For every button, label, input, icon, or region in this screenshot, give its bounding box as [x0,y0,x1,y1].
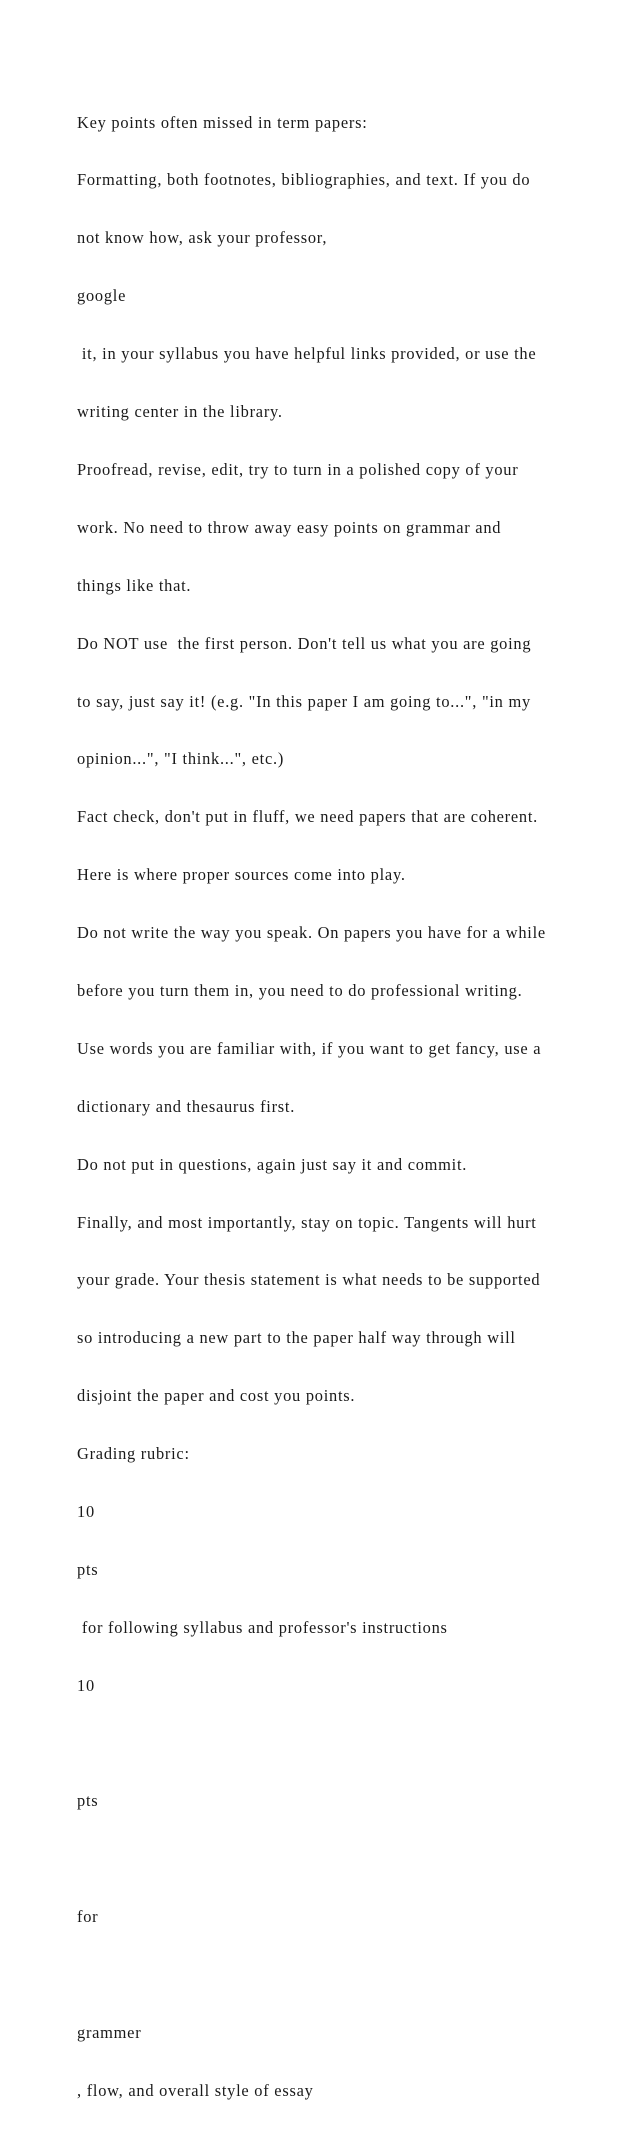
blank-line [77,1734,577,1753]
text-line: Formatting, both footnotes, bibliographies, and text. If you do [77,170,531,190]
rubric-unit: pts [77,1559,99,1579]
blank-line [77,1965,577,1984]
text-line: dictionary and thesaurus first. [77,1096,296,1116]
blank-line [77,1849,577,1868]
document-body [77,74,577,2139]
text-line: it, in your syllabus you have helpful links provided, or use the [77,344,537,364]
text-line: Finally, and most importantly, stay on topic. Tangents will hurt [77,1212,537,1232]
rubric-points: 10 [77,1501,95,1521]
text-line: Fact check, don't put in fluff, we need papers that are coherent. [77,807,539,827]
text-line: Do not write the way you speak. On papers you have for a while [77,923,546,943]
rubric-unit: pts [77,1791,99,1811]
rubric-item-text: grammer [77,2022,142,2042]
text-line: Do not put in questions, again just say it and commit. [77,1154,468,1174]
text-line: disjoint the paper and cost you points. [77,1386,356,1406]
text-line: so introducing a new part to the paper half way through will [77,1328,516,1348]
text-line: writing center in the library. [77,402,283,422]
text-line: work. No need to throw away easy points on grammar and [77,517,502,537]
text-line: your grade. Your thesis statement is what needs to be supported [77,1270,541,1290]
rubric-item-text: for following syllabus and professor's instructions [77,1617,448,1637]
text-line: Use words you are familiar with, if you want to get fancy, use a [77,1038,542,1058]
text-line: things like that. [77,575,192,595]
text-line: google [77,286,127,306]
text-line: Here is where proper sources come into play. [77,865,406,885]
rubric-item-text: , flow, and overall style of essay [77,2080,314,2100]
text-line: to say, just say it! (e.g. "In this paper I am going to...", "in my [77,691,531,711]
text-line: Proofread, revise, edit, try to turn in a polished copy of your [77,459,519,479]
text-line: before you turn them in, you need to do professional writing. [77,980,523,1000]
rubric-item-text: for [77,1907,99,1927]
text-line: opinion...", "I think...", etc.) [77,749,285,769]
rubric-points: 10 [77,1675,95,1695]
text-line: Do NOT use the first person. Don't tell us what you are going [77,633,532,653]
text-line: Key points often missed in term papers: [77,112,368,132]
rubric-heading: Grading rubric: [77,1444,190,1464]
text-line: not know how, ask your professor, [77,228,328,248]
